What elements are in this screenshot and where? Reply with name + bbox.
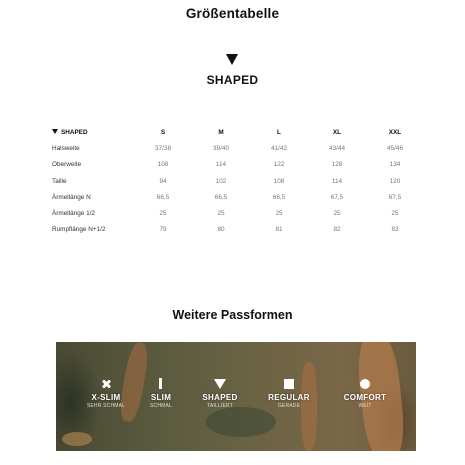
table-cell: 25 — [159, 210, 167, 218]
table-cell: 114 — [331, 177, 343, 185]
size-header-s: S — [160, 128, 166, 136]
table-cell: 66,5 — [214, 193, 228, 201]
row-label: Taille — [52, 177, 67, 185]
fit-sublabel: WEIT — [358, 403, 372, 409]
table-cell: 134 — [389, 161, 401, 169]
table-cell: 25 — [275, 210, 283, 218]
fit-label: REGULAR — [268, 393, 310, 402]
table-cell: 25 — [217, 210, 225, 218]
table-cell: 80 — [217, 226, 225, 234]
table-cell: 83 — [391, 226, 399, 234]
fit-name-heading: SHAPED — [206, 73, 259, 87]
table-cell: 25 — [391, 210, 399, 218]
square-icon — [284, 379, 294, 389]
circle-icon — [360, 379, 370, 389]
table-row — [52, 189, 424, 205]
size-header-l: L — [277, 128, 281, 136]
table-header-row — [52, 124, 424, 140]
table-cell: 25 — [333, 210, 341, 218]
table-cell: 43/44 — [329, 144, 345, 152]
table-cell: 67,5 — [388, 193, 402, 201]
table-cell: 45/46 — [387, 144, 403, 152]
table-corner-cell — [52, 124, 134, 140]
table-cell: 41/42 — [271, 144, 287, 152]
fit-option-comfort[interactable] — [333, 378, 397, 409]
x-icon — [101, 379, 111, 389]
fits-banner — [56, 342, 416, 451]
table-row — [52, 157, 424, 173]
triangle-down-icon — [52, 129, 58, 134]
triangle-down-icon — [214, 379, 226, 389]
table-cell: 67,5 — [330, 193, 344, 201]
table-row — [52, 222, 424, 238]
row-label: Oberweite — [52, 161, 82, 169]
table-cell: 79 — [159, 226, 167, 234]
table-cell: 120 — [389, 177, 401, 185]
fit-option-shaped[interactable] — [188, 378, 252, 409]
table-cell: 122 — [273, 161, 285, 169]
table-cell: 81 — [275, 226, 283, 234]
fit-sublabel: TAILLIERT — [206, 403, 234, 409]
table-row — [52, 173, 424, 189]
table-cell: 94 — [159, 177, 167, 185]
size-header-m: M — [218, 128, 224, 136]
bar-icon — [159, 378, 162, 389]
fit-sublabel: SCHMAL — [149, 403, 173, 409]
table-cell: 128 — [331, 161, 343, 169]
table-row — [52, 205, 424, 221]
row-label: Ärmellänge 1/2 — [52, 210, 95, 218]
fit-sublabel: SEHR SCHMAL — [86, 403, 126, 409]
fit-option-slim[interactable] — [129, 378, 193, 409]
table-cell: 37/38 — [155, 144, 171, 152]
size-header-xl: XL — [332, 128, 342, 136]
row-label: Ärmellänge N — [52, 193, 91, 201]
table-cell: 82 — [333, 226, 341, 234]
size-header-xxl: XXL — [388, 128, 402, 136]
table-cell: 66,5 — [156, 193, 170, 201]
fit-label: SHAPED — [202, 393, 238, 402]
row-label: Halsweite — [52, 144, 80, 152]
fit-sublabel: GERADE — [277, 403, 301, 409]
table-cell: 102 — [215, 177, 227, 185]
fit-option-regular[interactable] — [257, 378, 321, 409]
size-table — [52, 124, 424, 238]
table-cell: 108 — [157, 161, 169, 169]
table-cell: 114 — [215, 161, 227, 169]
table-row — [52, 140, 424, 156]
fit-label: SLIM — [150, 393, 172, 402]
fit-label: X-SLIM — [91, 393, 121, 402]
section-title: Weitere Passformen — [172, 308, 293, 322]
table-cell: 66,5 — [272, 193, 286, 201]
fit-list — [56, 378, 416, 438]
table-corner-label: SHAPED — [61, 128, 88, 136]
table-cell: 108 — [273, 177, 285, 185]
fit-label: COMFORT — [343, 393, 387, 402]
table-cell: 39/40 — [213, 144, 229, 152]
page-title: Größentabelle — [185, 6, 280, 21]
shaped-triangle-icon — [226, 54, 238, 65]
row-label: Rumpflänge N+1/2 — [52, 226, 106, 234]
